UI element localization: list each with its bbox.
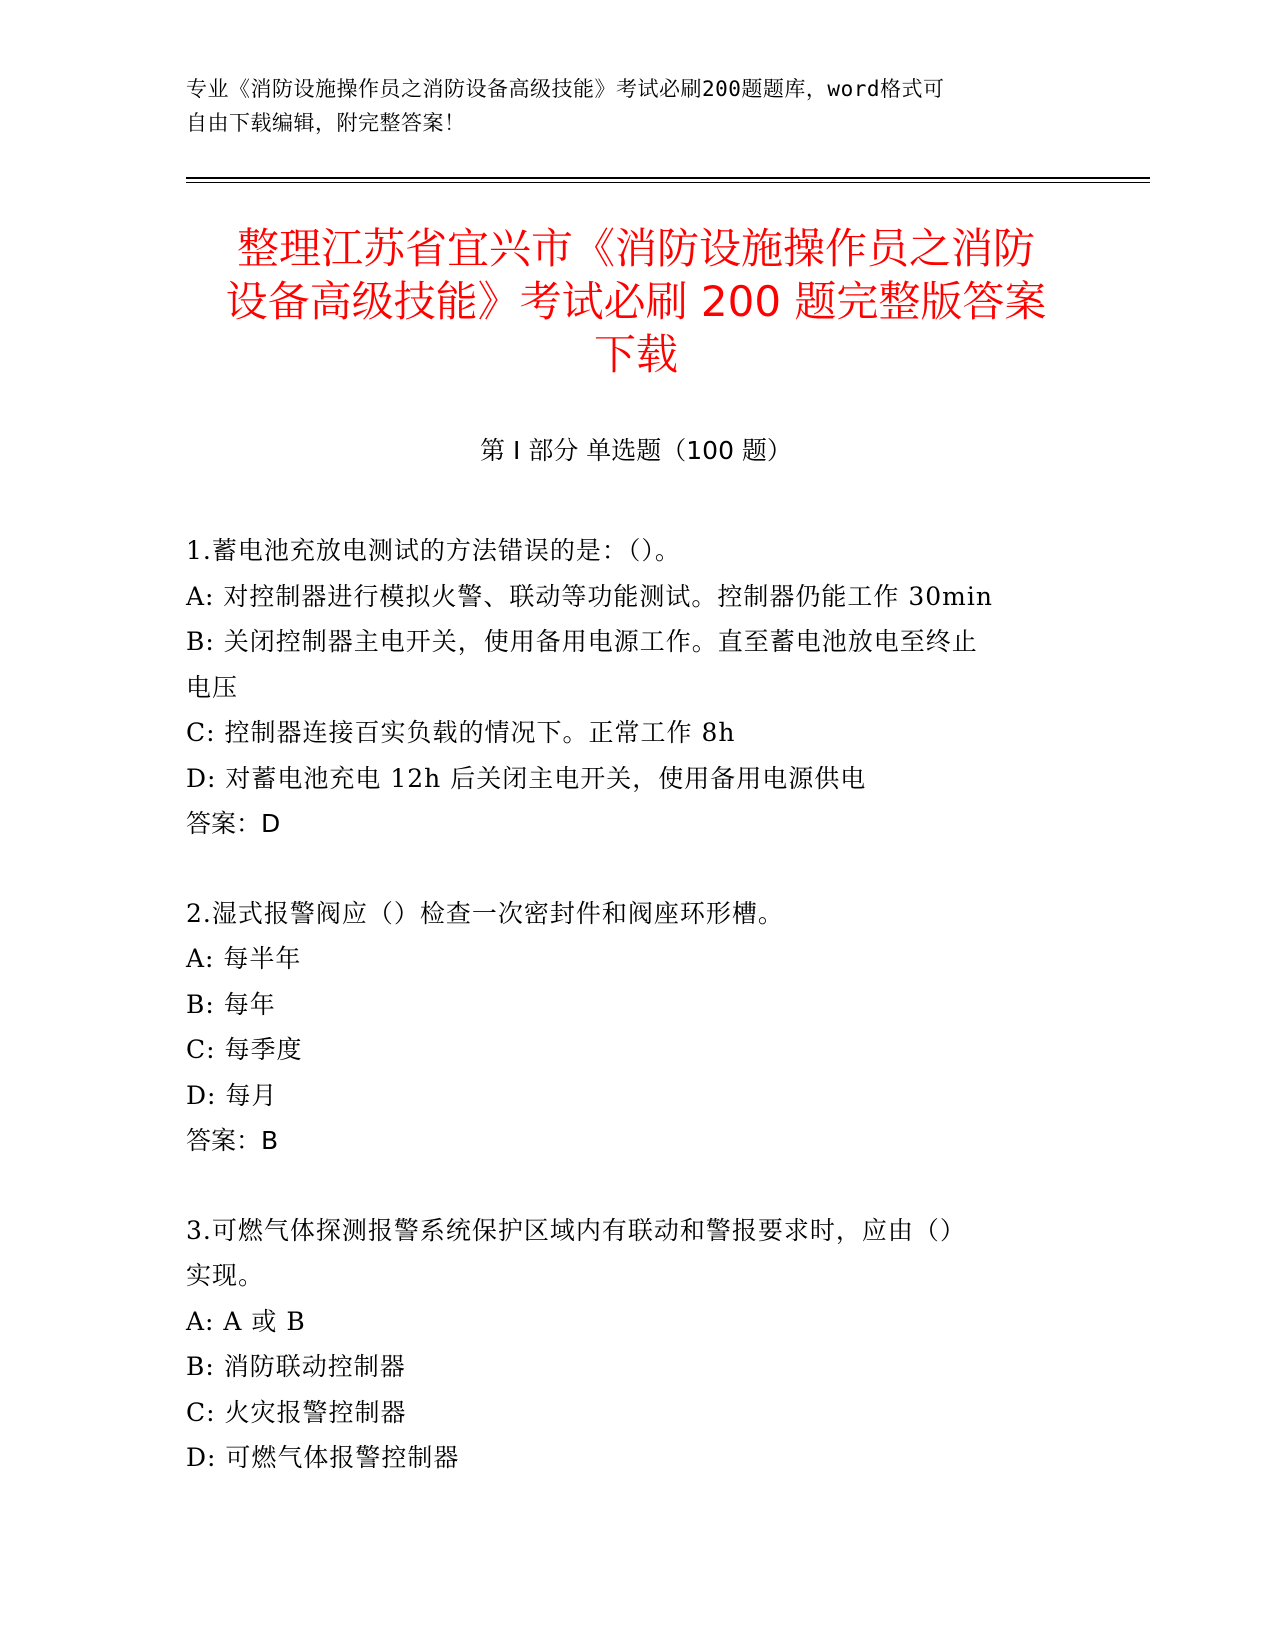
question-item bbox=[186, 1208, 1076, 1481]
question-stem: 实现。 bbox=[186, 1261, 265, 1290]
question-option: B: 关闭控制器主电开关，使用备用电源工作。直至蓄电池放电至终止 bbox=[186, 627, 978, 656]
question-stem: 2.湿式报警阀应（）检查一次密封件和阀座环形槽。 bbox=[186, 898, 784, 928]
header-note bbox=[186, 72, 1066, 140]
question-option: A: A 或 B bbox=[186, 1306, 306, 1336]
question-option: A: 对控制器进行模拟火警、联动等功能测试。控制器仍能工作 30min bbox=[186, 581, 993, 611]
header-note-line-1: 专业《消防设施操作员之消防设备高级技能》考试必刷200题题库，word格式可 bbox=[186, 77, 945, 101]
document-title bbox=[186, 222, 1086, 381]
question-option: C: 每季度 bbox=[186, 1035, 303, 1064]
question-option: 电压 bbox=[186, 672, 239, 702]
header-divider-thin bbox=[186, 182, 1150, 183]
question-option: C: 控制器连接百实负载的情况下。正常工作 8h bbox=[186, 718, 736, 747]
section-title: 第 I 部分 单选题（100 题） bbox=[480, 436, 792, 465]
document-title-line-1: 整理江苏省宜兴市《消防设施操作员之消防 bbox=[236, 224, 1035, 273]
question-option: A: 每半年 bbox=[186, 944, 302, 973]
question-option: D: 可燃气体报警控制器 bbox=[186, 1443, 460, 1472]
question-list bbox=[186, 528, 1076, 1525]
question-stem: 1.蓄电池充放电测试的方法错误的是：（）。 bbox=[186, 536, 681, 565]
question-answer: 答案：B bbox=[186, 1126, 279, 1155]
question-option: D: 对蓄电池充电 12h 后关闭主电开关，使用备用电源供电 bbox=[186, 763, 867, 793]
header-note-line-2: 自由下载编辑，附完整答案！ bbox=[186, 111, 466, 135]
question-option: B: 每年 bbox=[186, 989, 276, 1019]
question-answer: 答案：D bbox=[186, 809, 281, 838]
document-title-line-3: 下载 bbox=[593, 330, 678, 379]
question-option: C: 火灾报警控制器 bbox=[186, 1397, 407, 1427]
question-option: D: 每月 bbox=[186, 1080, 278, 1110]
question-item bbox=[186, 891, 1076, 1164]
document-title-line-2: 设备高级技能》考试必刷 200 题完整版答案 bbox=[225, 277, 1047, 326]
question-item bbox=[186, 528, 1076, 847]
question-stem: 3.可燃气体探测报警系统保护区域内有联动和警报要求时，应由（） bbox=[186, 1215, 966, 1245]
question-option: B: 消防联动控制器 bbox=[186, 1352, 406, 1381]
header-divider-thick bbox=[186, 177, 1150, 179]
